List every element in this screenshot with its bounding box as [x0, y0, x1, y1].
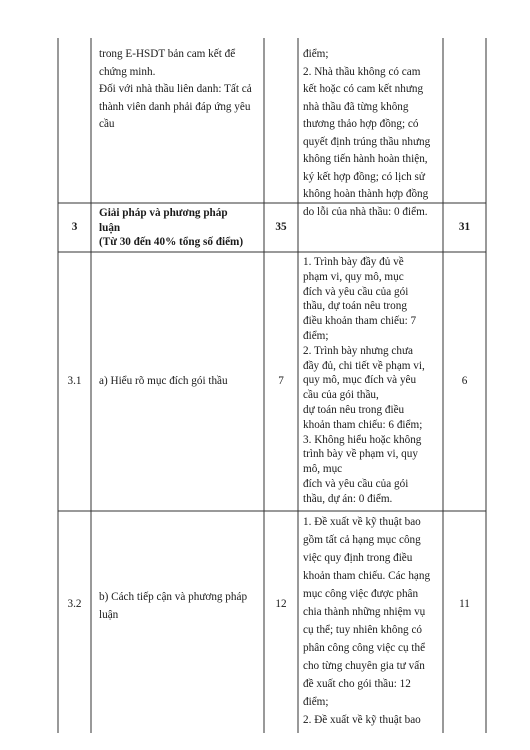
row-3-2-scoring	[303, 513, 441, 729]
section-title-line: Giải pháp và phương pháp	[99, 207, 228, 219]
scoring-line: dự toán nêu trong điều	[303, 403, 405, 416]
scoring-line: phân công công việc cụ thể	[303, 642, 426, 654]
scoring-line: không tiến hành hoàn thiện,	[303, 153, 428, 165]
scoring-line: chia thành những nhiệm vụ	[303, 606, 426, 618]
scoring-line: quy mô, mục đích và yêu	[303, 374, 417, 387]
section-max-score: 35	[275, 221, 287, 233]
section-awarded-score: 31	[458, 221, 471, 233]
scoring-line: đề xuất cho gói thầu: 12	[303, 678, 411, 690]
scoring-line: việc quy định trong điều	[303, 552, 413, 564]
criteria-line: Đối với nhà thầu liên danh: Tất cả	[99, 83, 252, 95]
scoring-line: thầu, dự toán nêu trong	[303, 300, 407, 313]
row-3-1-number: 3.1	[67, 375, 82, 387]
row-3-2-number: 3.2	[67, 598, 82, 610]
row-3-2-awarded-score: 11	[459, 598, 470, 610]
scoring-line: 1. Đề xuất về kỹ thuật bao	[303, 516, 421, 528]
section-number: 3	[71, 221, 78, 233]
criteria-line: chứng minh.	[99, 65, 156, 78]
scoring-line: trình bày về phạm vi, quy	[303, 448, 418, 461]
scoring-line: đích và yêu cầu của gói	[303, 477, 409, 490]
criteria-line: cầu	[99, 118, 115, 130]
scoring-line: khoản tham chiếu: 6 điểm;	[303, 418, 423, 431]
scoring-line: nhà thầu đã từng không	[303, 100, 409, 113]
scoring-line: thương thảo hợp đồng; có	[303, 118, 419, 130]
scoring-line: đầy đủ, chi tiết về phạm vi,	[303, 359, 425, 372]
scoring-line: không hoàn thành hợp đồng	[303, 188, 429, 200]
scoring-line: điểm;	[303, 329, 329, 342]
scoring-line: 2. Trình bày nhưng chưa	[303, 344, 414, 357]
scoring-line: điểm;	[303, 48, 329, 60]
continued-scoring-cell	[303, 46, 441, 221]
scoring-line: phạm vi, quy mô, mục	[303, 270, 404, 283]
scoring-line: cho từng chuyên gia tư vấn	[303, 660, 425, 672]
criteria-line: thành viên danh phải đáp ứng yêu	[99, 100, 251, 113]
section-title	[99, 206, 261, 250]
scoring-line: mục công việc được phân	[303, 588, 419, 600]
scoring-line: ký kết hợp đồng; có lịch sử	[303, 170, 425, 183]
scoring-line: gồm tất cả hạng mục công	[303, 534, 421, 546]
row-3-1-max-score: 7	[278, 375, 284, 387]
criteria-line: b) Cách tiếp cận và phương pháp	[99, 591, 248, 603]
scoring-line: điều khoản tham chiếu: 7	[303, 315, 417, 328]
row-3-2-max-score: 12	[275, 598, 287, 610]
scoring-line: kết hoặc có cam kết nhưng	[303, 83, 424, 95]
section-title-line: luận	[99, 221, 121, 234]
scoring-line: cầu của gói thầu,	[303, 389, 379, 402]
scoring-line: 3. Không hiểu hoặc không	[303, 433, 422, 446]
scoring-line: thầu, dự án: 0 điểm.	[303, 492, 393, 505]
scoring-line: 2. Nhà thầu không có cam	[303, 65, 421, 78]
scoring-line: điểm;	[303, 696, 329, 708]
scoring-line: đích và yêu cầu của gói	[303, 285, 409, 298]
row-3-2-criteria	[99, 589, 261, 624]
row-3-1-scoring	[303, 255, 441, 507]
scoring-line: do lỗi của nhà thầu: 0 điểm.	[303, 205, 428, 218]
row-3-1-awarded-score: 6	[461, 375, 468, 387]
scoring-line: quyết định trúng thầu nhưng	[303, 135, 431, 148]
scoring-line: khoản tham chiếu. Các hạng	[303, 570, 431, 582]
scoring-line: 1. Trình bày đầy đủ về	[303, 256, 404, 268]
scoring-line: 2. Đề xuất về kỹ thuật bao	[303, 714, 421, 726]
criteria-line: luận	[99, 608, 119, 621]
row-3-1-criteria: a) Hiểu rõ mục đích gói thầu	[99, 375, 228, 387]
continued-criteria-cell	[99, 46, 261, 134]
scoring-line: cụ thể; tuy nhiên không có	[303, 624, 422, 636]
section-title-line: (Từ 30 đến 40% tổng số điểm)	[99, 236, 244, 248]
scoring-line: mô, mục	[303, 463, 343, 476]
criteria-line: trong E-HSDT bản cam kết để	[99, 48, 236, 60]
